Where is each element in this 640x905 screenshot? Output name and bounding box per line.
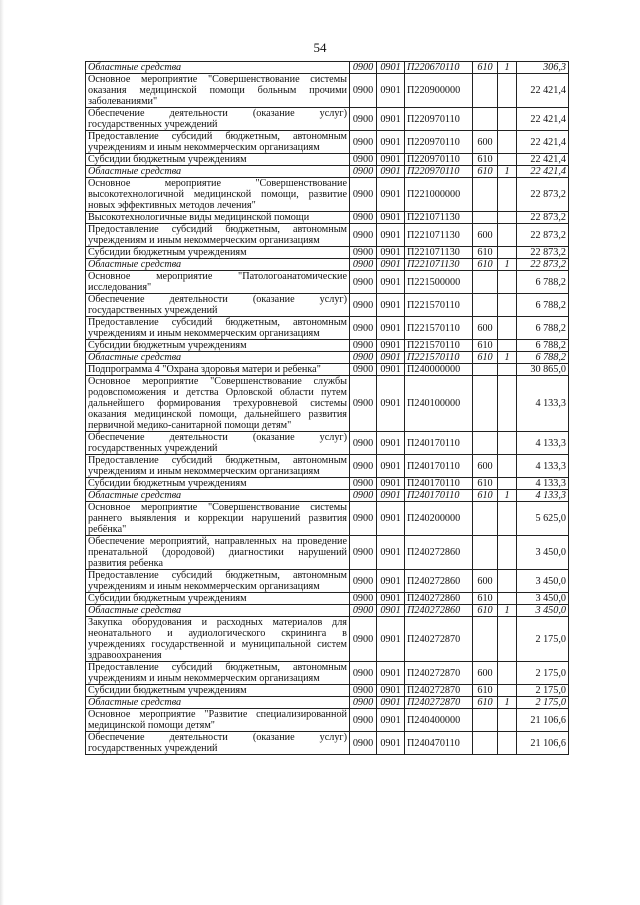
row-section-code-cell: 0900	[350, 709, 377, 732]
table-row-regional-funds	[86, 490, 569, 502]
row-source-code-cell	[498, 685, 517, 697]
row-target-article-cell: П240170110	[405, 455, 473, 478]
table-row	[86, 662, 569, 685]
row-source-code-cell: 1	[498, 352, 517, 364]
row-target-article-cell: П240170110	[405, 478, 473, 490]
table-row	[86, 502, 569, 536]
row-expense-type-cell	[473, 294, 498, 317]
row-subsection-code-cell: 0901	[377, 697, 405, 709]
row-target-article-cell: П221071130	[405, 259, 473, 271]
table-row	[86, 570, 569, 593]
table-row	[86, 154, 569, 166]
row-target-article-cell: П240200000	[405, 502, 473, 536]
table-row	[86, 376, 569, 432]
row-name-cell: Областные средства	[86, 352, 350, 364]
row-name-cell: Предоставление субсидий бюджетным, автономным учреждениям и иным некоммерческим организациям	[86, 570, 350, 593]
row-source-code-cell	[498, 709, 517, 732]
row-name-cell: Субсидии бюджетным учреждениям	[86, 593, 350, 605]
row-target-article-cell: П240470110	[405, 732, 473, 755]
row-source-code-cell	[498, 364, 517, 376]
table-row	[86, 478, 569, 490]
row-source-code-cell	[498, 502, 517, 536]
table-row	[86, 685, 569, 697]
row-name-cell: Предоставление субсидий бюджетным, автономным учреждениям и иным некоммерческим организациям	[86, 455, 350, 478]
table-row	[86, 593, 569, 605]
row-amount-cell: 22 421,4	[517, 131, 569, 154]
row-source-code-cell	[498, 340, 517, 352]
row-expense-type-cell	[473, 732, 498, 755]
row-section-code-cell: 0900	[350, 259, 377, 271]
row-name-cell: Основное мероприятие "Совершенствование системы оказания медицинской помощи больным прочими заболеваниями"	[86, 74, 350, 108]
row-section-code-cell: 0900	[350, 570, 377, 593]
row-name-cell: Субсидии бюджетным учреждениям	[86, 154, 350, 166]
table-row	[86, 224, 569, 247]
row-amount-cell: 22 873,2	[517, 247, 569, 259]
row-expense-type-cell: 600	[473, 662, 498, 685]
row-source-code-cell: 1	[498, 166, 517, 178]
row-source-code-cell	[498, 154, 517, 166]
table-row	[86, 247, 569, 259]
row-section-code-cell: 0900	[350, 478, 377, 490]
row-source-code-cell	[498, 478, 517, 490]
row-expense-type-cell: 610	[473, 490, 498, 502]
row-target-article-cell: П240272860	[405, 536, 473, 570]
row-target-article-cell: П220670110	[405, 62, 473, 74]
table-row	[86, 432, 569, 455]
row-source-code-cell	[498, 455, 517, 478]
row-expense-type-cell: 610	[473, 154, 498, 166]
row-section-code-cell: 0900	[350, 131, 377, 154]
table-row	[86, 212, 569, 224]
row-amount-cell: 4 133,3	[517, 432, 569, 455]
row-expense-type-cell	[473, 212, 498, 224]
table-row	[86, 364, 569, 376]
row-subsection-code-cell: 0901	[377, 178, 405, 212]
row-source-code-cell: 1	[498, 490, 517, 502]
row-subsection-code-cell: 0901	[377, 455, 405, 478]
row-source-code-cell	[498, 247, 517, 259]
row-subsection-code-cell: 0901	[377, 247, 405, 259]
row-amount-cell: 6 788,2	[517, 294, 569, 317]
row-section-code-cell: 0900	[350, 662, 377, 685]
row-section-code-cell: 0900	[350, 490, 377, 502]
row-amount-cell: 4 133,3	[517, 478, 569, 490]
row-subsection-code-cell: 0901	[377, 108, 405, 131]
row-target-article-cell: П240100000	[405, 376, 473, 432]
row-source-code-cell	[498, 294, 517, 317]
row-section-code-cell: 0900	[350, 62, 377, 74]
row-name-cell: Предоставление субсидий бюджетным, автономным учреждениям и иным некоммерческим организациям	[86, 131, 350, 154]
row-target-article-cell: П240400000	[405, 709, 473, 732]
row-section-code-cell: 0900	[350, 732, 377, 755]
row-name-cell: Субсидии бюджетным учреждениям	[86, 685, 350, 697]
row-name-cell: Областные средства	[86, 62, 350, 74]
row-expense-type-cell	[473, 709, 498, 732]
row-target-article-cell: П220970110	[405, 154, 473, 166]
row-target-article-cell: П240272870	[405, 662, 473, 685]
row-expense-type-cell	[473, 502, 498, 536]
row-section-code-cell: 0900	[350, 364, 377, 376]
row-expense-type-cell	[473, 536, 498, 570]
row-expense-type-cell: 610	[473, 685, 498, 697]
row-target-article-cell: П240272870	[405, 685, 473, 697]
row-amount-cell: 22 421,4	[517, 154, 569, 166]
row-subsection-code-cell: 0901	[377, 131, 405, 154]
row-subsection-code-cell: 0901	[377, 732, 405, 755]
row-name-cell: Субсидии бюджетным учреждениям	[86, 340, 350, 352]
row-amount-cell: 5 625,0	[517, 502, 569, 536]
row-name-cell: Основное мероприятие "Совершенствование высокотехнологичной медицинской помощи, развитие новых эффективных методов лечения"	[86, 178, 350, 212]
row-subsection-code-cell: 0901	[377, 536, 405, 570]
table-row	[86, 317, 569, 340]
row-expense-type-cell: 610	[473, 340, 498, 352]
row-source-code-cell: 1	[498, 697, 517, 709]
row-section-code-cell: 0900	[350, 605, 377, 617]
row-expense-type-cell: 600	[473, 317, 498, 340]
row-section-code-cell: 0900	[350, 432, 377, 455]
row-name-cell: Основное мероприятие "Совершенствование системы раннего выявления и коррекции нарушений развития ребёнка"	[86, 502, 350, 536]
row-section-code-cell: 0900	[350, 685, 377, 697]
row-expense-type-cell: 610	[473, 62, 498, 74]
row-target-article-cell: П240000000	[405, 364, 473, 376]
row-source-code-cell	[498, 593, 517, 605]
row-target-article-cell: П221570110	[405, 352, 473, 364]
row-section-code-cell: 0900	[350, 593, 377, 605]
row-expense-type-cell	[473, 364, 498, 376]
row-name-cell: Предоставление субсидий бюджетным, автономным учреждениям и иным некоммерческим организациям	[86, 662, 350, 685]
row-source-code-cell	[498, 662, 517, 685]
row-amount-cell: 22 421,4	[517, 74, 569, 108]
row-source-code-cell	[498, 74, 517, 108]
row-target-article-cell: П221071130	[405, 247, 473, 259]
row-section-code-cell: 0900	[350, 502, 377, 536]
row-target-article-cell: П220970110	[405, 166, 473, 178]
row-section-code-cell: 0900	[350, 108, 377, 131]
row-expense-type-cell: 610	[473, 478, 498, 490]
row-source-code-cell	[498, 570, 517, 593]
table-row	[86, 709, 569, 732]
row-expense-type-cell: 610	[473, 593, 498, 605]
row-subsection-code-cell: 0901	[377, 352, 405, 364]
row-amount-cell: 21 106,6	[517, 709, 569, 732]
table-row	[86, 178, 569, 212]
row-source-code-cell	[498, 432, 517, 455]
row-amount-cell: 3 450,0	[517, 536, 569, 570]
table-row	[86, 455, 569, 478]
row-target-article-cell: П221500000	[405, 271, 473, 294]
row-target-article-cell: П240170110	[405, 432, 473, 455]
table-row	[86, 732, 569, 755]
row-expense-type-cell	[473, 74, 498, 108]
row-name-cell: Предоставление субсидий бюджетным, автономным учреждениям и иным некоммерческим организациям	[86, 317, 350, 340]
row-amount-cell: 22 421,4	[517, 166, 569, 178]
table-row	[86, 131, 569, 154]
row-section-code-cell: 0900	[350, 166, 377, 178]
row-section-code-cell: 0900	[350, 247, 377, 259]
row-name-cell: Областные средства	[86, 166, 350, 178]
row-amount-cell: 4 133,3	[517, 490, 569, 502]
row-amount-cell: 3 450,0	[517, 570, 569, 593]
row-target-article-cell: П240272870	[405, 697, 473, 709]
row-section-code-cell: 0900	[350, 697, 377, 709]
row-name-cell: Закупка оборудования и расходных материалов для неонатального и аудиологического скрининга в учреждениях государственной и муниципальной систем здравоохранения	[86, 617, 350, 662]
table-row	[86, 617, 569, 662]
row-expense-type-cell	[473, 108, 498, 131]
row-section-code-cell: 0900	[350, 455, 377, 478]
row-expense-type-cell: 610	[473, 605, 498, 617]
row-section-code-cell: 0900	[350, 317, 377, 340]
row-amount-cell: 3 450,0	[517, 605, 569, 617]
row-target-article-cell: П220970110	[405, 108, 473, 131]
row-source-code-cell	[498, 224, 517, 247]
row-section-code-cell: 0900	[350, 74, 377, 108]
row-name-cell: Предоставление субсидий бюджетным, автономным учреждениям и иным некоммерческим организациям	[86, 224, 350, 247]
row-amount-cell: 4 133,3	[517, 376, 569, 432]
row-section-code-cell: 0900	[350, 340, 377, 352]
row-name-cell: Областные средства	[86, 605, 350, 617]
row-subsection-code-cell: 0901	[377, 605, 405, 617]
row-target-article-cell: П221071130	[405, 224, 473, 247]
row-expense-type-cell	[473, 178, 498, 212]
row-section-code-cell: 0900	[350, 224, 377, 247]
row-section-code-cell: 0900	[350, 178, 377, 212]
row-amount-cell: 22 873,2	[517, 178, 569, 212]
row-target-article-cell: П221570110	[405, 340, 473, 352]
row-subsection-code-cell: 0901	[377, 570, 405, 593]
table-row-regional-funds	[86, 352, 569, 364]
row-section-code-cell: 0900	[350, 294, 377, 317]
row-source-code-cell: 1	[498, 259, 517, 271]
row-subsection-code-cell: 0901	[377, 317, 405, 340]
row-subsection-code-cell: 0901	[377, 432, 405, 455]
row-target-article-cell: П221570110	[405, 317, 473, 340]
row-subsection-code-cell: 0901	[377, 154, 405, 166]
budget-table	[85, 61, 569, 755]
table-row	[86, 536, 569, 570]
row-subsection-code-cell: 0901	[377, 478, 405, 490]
row-name-cell: Областные средства	[86, 697, 350, 709]
row-subsection-code-cell: 0901	[377, 74, 405, 108]
row-name-cell: Субсидии бюджетным учреждениям	[86, 247, 350, 259]
row-name-cell: Обеспечение деятельности (оказание услуг) государственных учреждений	[86, 732, 350, 755]
row-source-code-cell	[498, 108, 517, 131]
row-expense-type-cell: 600	[473, 570, 498, 593]
row-subsection-code-cell: 0901	[377, 224, 405, 247]
row-expense-type-cell: 610	[473, 166, 498, 178]
row-subsection-code-cell: 0901	[377, 685, 405, 697]
row-target-article-cell: П240272860	[405, 605, 473, 617]
row-amount-cell: 22 873,2	[517, 224, 569, 247]
table-row-regional-funds	[86, 166, 569, 178]
row-expense-type-cell: 610	[473, 247, 498, 259]
table-row-regional-funds	[86, 605, 569, 617]
row-target-article-cell: П220900000	[405, 74, 473, 108]
row-amount-cell: 30 865,0	[517, 364, 569, 376]
row-source-code-cell: 1	[498, 605, 517, 617]
row-subsection-code-cell: 0901	[377, 617, 405, 662]
row-source-code-cell	[498, 376, 517, 432]
row-name-cell: Обеспечение деятельности (оказание услуг) государственных учреждений	[86, 294, 350, 317]
row-subsection-code-cell: 0901	[377, 271, 405, 294]
row-target-article-cell: П221570110	[405, 294, 473, 317]
table-row-regional-funds	[86, 259, 569, 271]
table-row	[86, 108, 569, 131]
row-amount-cell: 3 450,0	[517, 593, 569, 605]
row-amount-cell: 22 873,2	[517, 212, 569, 224]
row-name-cell: Областные средства	[86, 259, 350, 271]
table-row-regional-funds	[86, 697, 569, 709]
row-target-article-cell: П240272860	[405, 570, 473, 593]
row-subsection-code-cell: 0901	[377, 340, 405, 352]
row-expense-type-cell: 600	[473, 131, 498, 154]
row-amount-cell: 306,3	[517, 62, 569, 74]
row-target-article-cell: П221071130	[405, 212, 473, 224]
row-subsection-code-cell: 0901	[377, 166, 405, 178]
row-section-code-cell: 0900	[350, 154, 377, 166]
row-amount-cell: 6 788,2	[517, 271, 569, 294]
row-source-code-cell	[498, 617, 517, 662]
row-source-code-cell	[498, 536, 517, 570]
table-row-regional-funds	[86, 62, 569, 74]
row-expense-type-cell	[473, 271, 498, 294]
row-expense-type-cell	[473, 432, 498, 455]
row-name-cell: Обеспечение мероприятий, направленных на проведение пренатальной (дородовой) диагностики нарушений развития ребенка	[86, 536, 350, 570]
row-name-cell: Основное мероприятие "Развитие специализированной медицинской помощи детям"	[86, 709, 350, 732]
table-row	[86, 294, 569, 317]
budget-table-body	[86, 62, 569, 755]
row-subsection-code-cell: 0901	[377, 212, 405, 224]
row-target-article-cell: П240170110	[405, 490, 473, 502]
row-amount-cell: 6 788,2	[517, 352, 569, 364]
row-expense-type-cell	[473, 617, 498, 662]
row-amount-cell: 2 175,0	[517, 685, 569, 697]
row-section-code-cell: 0900	[350, 352, 377, 364]
table-row	[86, 74, 569, 108]
row-target-article-cell: П240272870	[405, 617, 473, 662]
row-name-cell: Основное мероприятие "Патологоанатомические исследования"	[86, 271, 350, 294]
table-row	[86, 271, 569, 294]
row-name-cell: Высокотехнологичные виды медицинской помощи	[86, 212, 350, 224]
row-amount-cell: 6 788,2	[517, 317, 569, 340]
row-section-code-cell: 0900	[350, 212, 377, 224]
row-section-code-cell: 0900	[350, 271, 377, 294]
table-row	[86, 340, 569, 352]
row-subsection-code-cell: 0901	[377, 709, 405, 732]
row-source-code-cell	[498, 178, 517, 212]
row-name-cell: Субсидии бюджетным учреждениям	[86, 478, 350, 490]
row-name-cell: Обеспечение деятельности (оказание услуг) государственных учреждений	[86, 432, 350, 455]
row-amount-cell: 6 788,2	[517, 340, 569, 352]
row-subsection-code-cell: 0901	[377, 259, 405, 271]
row-source-code-cell	[498, 317, 517, 340]
row-amount-cell: 22 421,4	[517, 108, 569, 131]
row-subsection-code-cell: 0901	[377, 364, 405, 376]
row-name-cell: Основное мероприятие "Совершенствование службы родовспоможения и детства Орловской области путем дальнейшего формирования трехуровневой системы оказания медицинской помощи, дальнейшего развития первичной медико-санитарной помощи детям"	[86, 376, 350, 432]
row-name-cell: Областные средства	[86, 490, 350, 502]
row-expense-type-cell: 610	[473, 352, 498, 364]
row-source-code-cell	[498, 732, 517, 755]
row-source-code-cell	[498, 271, 517, 294]
row-expense-type-cell: 610	[473, 259, 498, 271]
row-source-code-cell	[498, 212, 517, 224]
row-subsection-code-cell: 0901	[377, 294, 405, 317]
row-amount-cell: 2 175,0	[517, 697, 569, 709]
row-expense-type-cell: 610	[473, 697, 498, 709]
row-expense-type-cell: 600	[473, 224, 498, 247]
row-amount-cell: 21 106,6	[517, 732, 569, 755]
row-section-code-cell: 0900	[350, 617, 377, 662]
row-expense-type-cell	[473, 376, 498, 432]
row-section-code-cell: 0900	[350, 376, 377, 432]
scan-edge-shadow	[0, 0, 4, 905]
row-target-article-cell: П220970110	[405, 131, 473, 154]
row-source-code-cell: 1	[498, 62, 517, 74]
row-subsection-code-cell: 0901	[377, 490, 405, 502]
row-subsection-code-cell: 0901	[377, 502, 405, 536]
row-subsection-code-cell: 0901	[377, 62, 405, 74]
row-amount-cell: 2 175,0	[517, 617, 569, 662]
page-number: 54	[313, 40, 327, 55]
row-amount-cell: 22 873,2	[517, 259, 569, 271]
row-target-article-cell: П240272860	[405, 593, 473, 605]
row-subsection-code-cell: 0901	[377, 376, 405, 432]
row-expense-type-cell: 600	[473, 455, 498, 478]
row-amount-cell: 4 133,3	[517, 455, 569, 478]
row-subsection-code-cell: 0901	[377, 593, 405, 605]
row-target-article-cell: П221000000	[405, 178, 473, 212]
row-subsection-code-cell: 0901	[377, 662, 405, 685]
row-section-code-cell: 0900	[350, 536, 377, 570]
row-amount-cell: 2 175,0	[517, 662, 569, 685]
row-name-cell: Подпрограмма 4 "Охрана здоровья матери и ребенка"	[86, 364, 350, 376]
row-name-cell: Обеспечение деятельности (оказание услуг) государственных учреждений	[86, 108, 350, 131]
row-source-code-cell	[498, 131, 517, 154]
